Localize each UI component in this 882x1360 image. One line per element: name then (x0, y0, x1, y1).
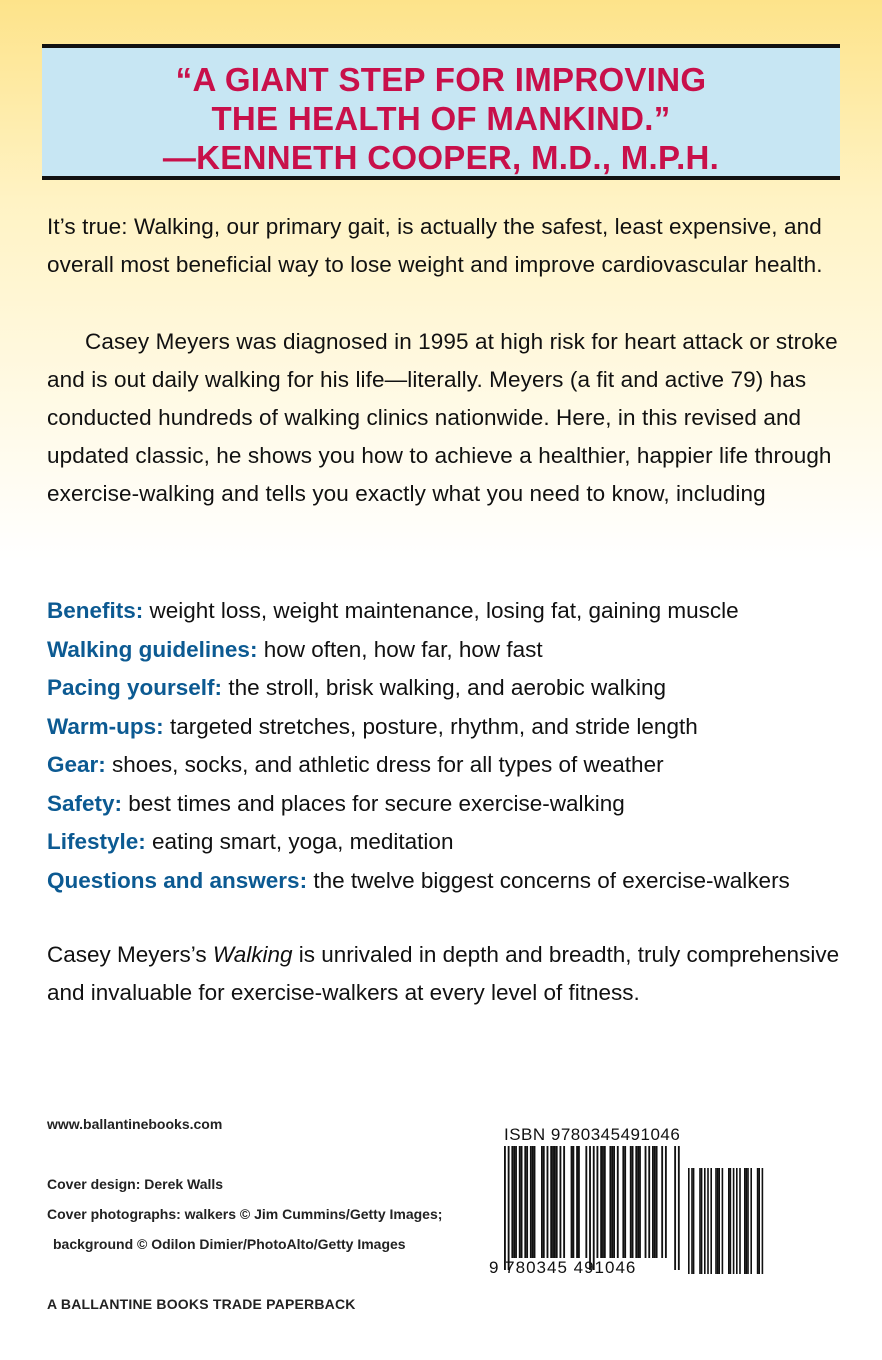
barcode-bar (541, 1146, 543, 1258)
feature-item (47, 708, 867, 747)
closing-paragraph (47, 936, 847, 1012)
feature-label: Benefits: (47, 598, 144, 623)
feature-label: Lifestyle: (47, 829, 146, 854)
feature-label: Walking guidelines: (47, 636, 258, 662)
addon-bar (728, 1168, 730, 1274)
feature-item (47, 631, 867, 670)
addon-bar (747, 1168, 749, 1274)
feature-list (47, 592, 867, 900)
barcode-bar (524, 1146, 526, 1258)
cover-photo-credit-1: Cover photographs: walkers © Jim Cummins/Getty Images; (47, 1206, 443, 1222)
feature-text: targeted stretches, posture, rhythm, and stride length (169, 713, 698, 739)
barcode-bar (600, 1146, 602, 1258)
barcode-bar (593, 1146, 595, 1270)
quote-line-2: THE HEALTH OF MANKIND.” (211, 100, 671, 137)
closing-text-before: Casey Meyers’s (47, 942, 213, 967)
feature-item (47, 785, 867, 824)
barcode-bar (519, 1146, 521, 1258)
quote-line-1: “A GIANT STEP FOR IMPROVING (175, 61, 707, 98)
barcode-bar (613, 1146, 615, 1258)
barcode-bar (611, 1146, 613, 1258)
barcode-bar (597, 1146, 599, 1258)
addon-bar (744, 1168, 746, 1274)
barcode-bar (602, 1146, 604, 1258)
addon-bar (704, 1168, 706, 1274)
feature-item (47, 592, 867, 631)
feature-text: shoes, socks, and athletic dress for all types of weather (112, 752, 664, 777)
barcode-bar (515, 1146, 517, 1258)
feature-label: Questions and answers: (47, 867, 308, 893)
barcode-bar (589, 1146, 591, 1270)
barcode-bar (521, 1146, 523, 1258)
addon-bar (718, 1168, 720, 1274)
addon-bar (699, 1168, 701, 1274)
addon-bar (710, 1168, 712, 1274)
feature-item (47, 862, 867, 901)
feature-text: best times and places for secure exercise-walking (128, 790, 625, 816)
publisher-website: www.ballantinebooks.com (47, 1116, 223, 1132)
barcode-bar (554, 1146, 556, 1258)
addon-bar (739, 1168, 741, 1274)
barcode-bar (530, 1146, 532, 1258)
addon-bar (733, 1168, 735, 1274)
addon-bar (688, 1168, 690, 1274)
barcode-bar (652, 1146, 654, 1258)
barcode-bar (556, 1146, 558, 1258)
closing-text-after: is unrivaled in depth and breadth, truly comprehensive and invaluable for exercise-walkers at every level of fitness. (47, 942, 840, 1005)
feature-text: the twelve biggest concerns of exercise-walkers (313, 867, 790, 893)
addon-bar (750, 1168, 752, 1274)
isbn-label: ISBN 9780345491046 (504, 1125, 681, 1144)
addon-bar (707, 1168, 709, 1274)
quote-attribution: —KENNETH COOPER, M.D., M.P.H. (162, 139, 720, 176)
barcode-bar (632, 1146, 634, 1258)
feature-item (47, 669, 867, 708)
barcode-bar (624, 1146, 626, 1258)
feature-text: how often, how far, how fast (263, 636, 543, 662)
addon-bar (715, 1168, 717, 1274)
barcode-bar (656, 1146, 658, 1258)
feature-label: Safety: (47, 790, 123, 816)
feature-label: Pacing yourself: (47, 675, 223, 700)
addon-bar (746, 1168, 748, 1274)
book-title: Walking (212, 942, 293, 967)
barcode-bar (635, 1146, 637, 1258)
barcode-bar (665, 1146, 667, 1258)
feature-item (47, 823, 867, 862)
barcode-bar (654, 1146, 656, 1258)
imprint-label: A BALLANTINE BOOKS TRADE PAPERBACK (47, 1296, 356, 1312)
addon-bar (693, 1168, 695, 1274)
barcode-bar (604, 1146, 606, 1258)
barcode-bar (609, 1146, 611, 1258)
isbn-barcode (500, 1146, 772, 1276)
barcode-bar (532, 1146, 534, 1258)
cover-photo-credit-2: background © Odilon Dimier/PhotoAlto/Getty Images (53, 1236, 406, 1252)
feature-text: eating smart, yoga, meditation (152, 829, 454, 854)
barcode-bar (571, 1146, 573, 1258)
barcode-bar (578, 1146, 580, 1258)
barcode-bar (572, 1146, 574, 1258)
addon-bar (730, 1168, 732, 1274)
barcode-bar (511, 1146, 513, 1258)
feature-text: the stroll, brisk walking, and aerobic walking (228, 675, 667, 700)
barcode-bar (678, 1146, 680, 1270)
barcode-bar (543, 1146, 545, 1258)
barcode-bar (576, 1146, 578, 1258)
barcode-bar (513, 1146, 515, 1258)
barcode-bar (645, 1146, 647, 1258)
barcode-bar (560, 1146, 562, 1258)
endorsement-quote-box (42, 44, 840, 180)
barcode-bar (674, 1146, 676, 1270)
barcode-bar (552, 1146, 554, 1258)
barcode-bar (661, 1146, 663, 1258)
addon-bar (722, 1168, 724, 1274)
feature-label: Warm-ups: (47, 713, 164, 739)
barcode-bar (622, 1146, 624, 1258)
addon-bar (701, 1168, 703, 1274)
barcode-bar (547, 1146, 549, 1258)
cover-design-credit: Cover design: Derek Walls (47, 1176, 224, 1192)
barcode-bar (585, 1146, 587, 1258)
barcode-bar (617, 1146, 619, 1258)
barcode-bar (637, 1146, 639, 1258)
intro-paragraph-1: It’s true: Walking, our primary gait, is actually the safest, least expensive, and overall most beneficial way to lose weight and improve cardiovascular health. (47, 214, 823, 277)
addon-bar (757, 1168, 759, 1274)
barcode-bar (648, 1146, 650, 1258)
addon-bar (691, 1168, 693, 1274)
feature-item (47, 746, 867, 785)
feature-text: weight loss, weight maintenance, losing fat, gaining muscle (149, 598, 739, 623)
addon-bar (762, 1168, 764, 1274)
feature-label: Gear: (47, 752, 106, 777)
barcode-bar (550, 1146, 552, 1258)
barcode-bar (630, 1146, 632, 1258)
intro-paragraph-2: Casey Meyers was diagnosed in 1995 at high risk for heart attack or stroke and is out daily walking for his life—literally. Meyers (a fit and active 79) has conducted hundreds of walking clinics nationwide. Here, in this revised and updated classic, he shows you how to achieve a healthier, happier life through exercise-walking and tells you exactly what you need to know, including (47, 329, 838, 506)
addon-bar (758, 1168, 760, 1274)
barcode-bar (508, 1146, 510, 1270)
barcode-bar (639, 1146, 641, 1258)
barcode-bar (526, 1146, 528, 1258)
ean-digits: 9 780345 491046 (489, 1258, 637, 1277)
barcode-bar (534, 1146, 536, 1258)
addon-bar (736, 1168, 738, 1274)
barcode-bar (504, 1146, 506, 1270)
addon-bar (717, 1168, 719, 1274)
barcode-bar (563, 1146, 565, 1258)
